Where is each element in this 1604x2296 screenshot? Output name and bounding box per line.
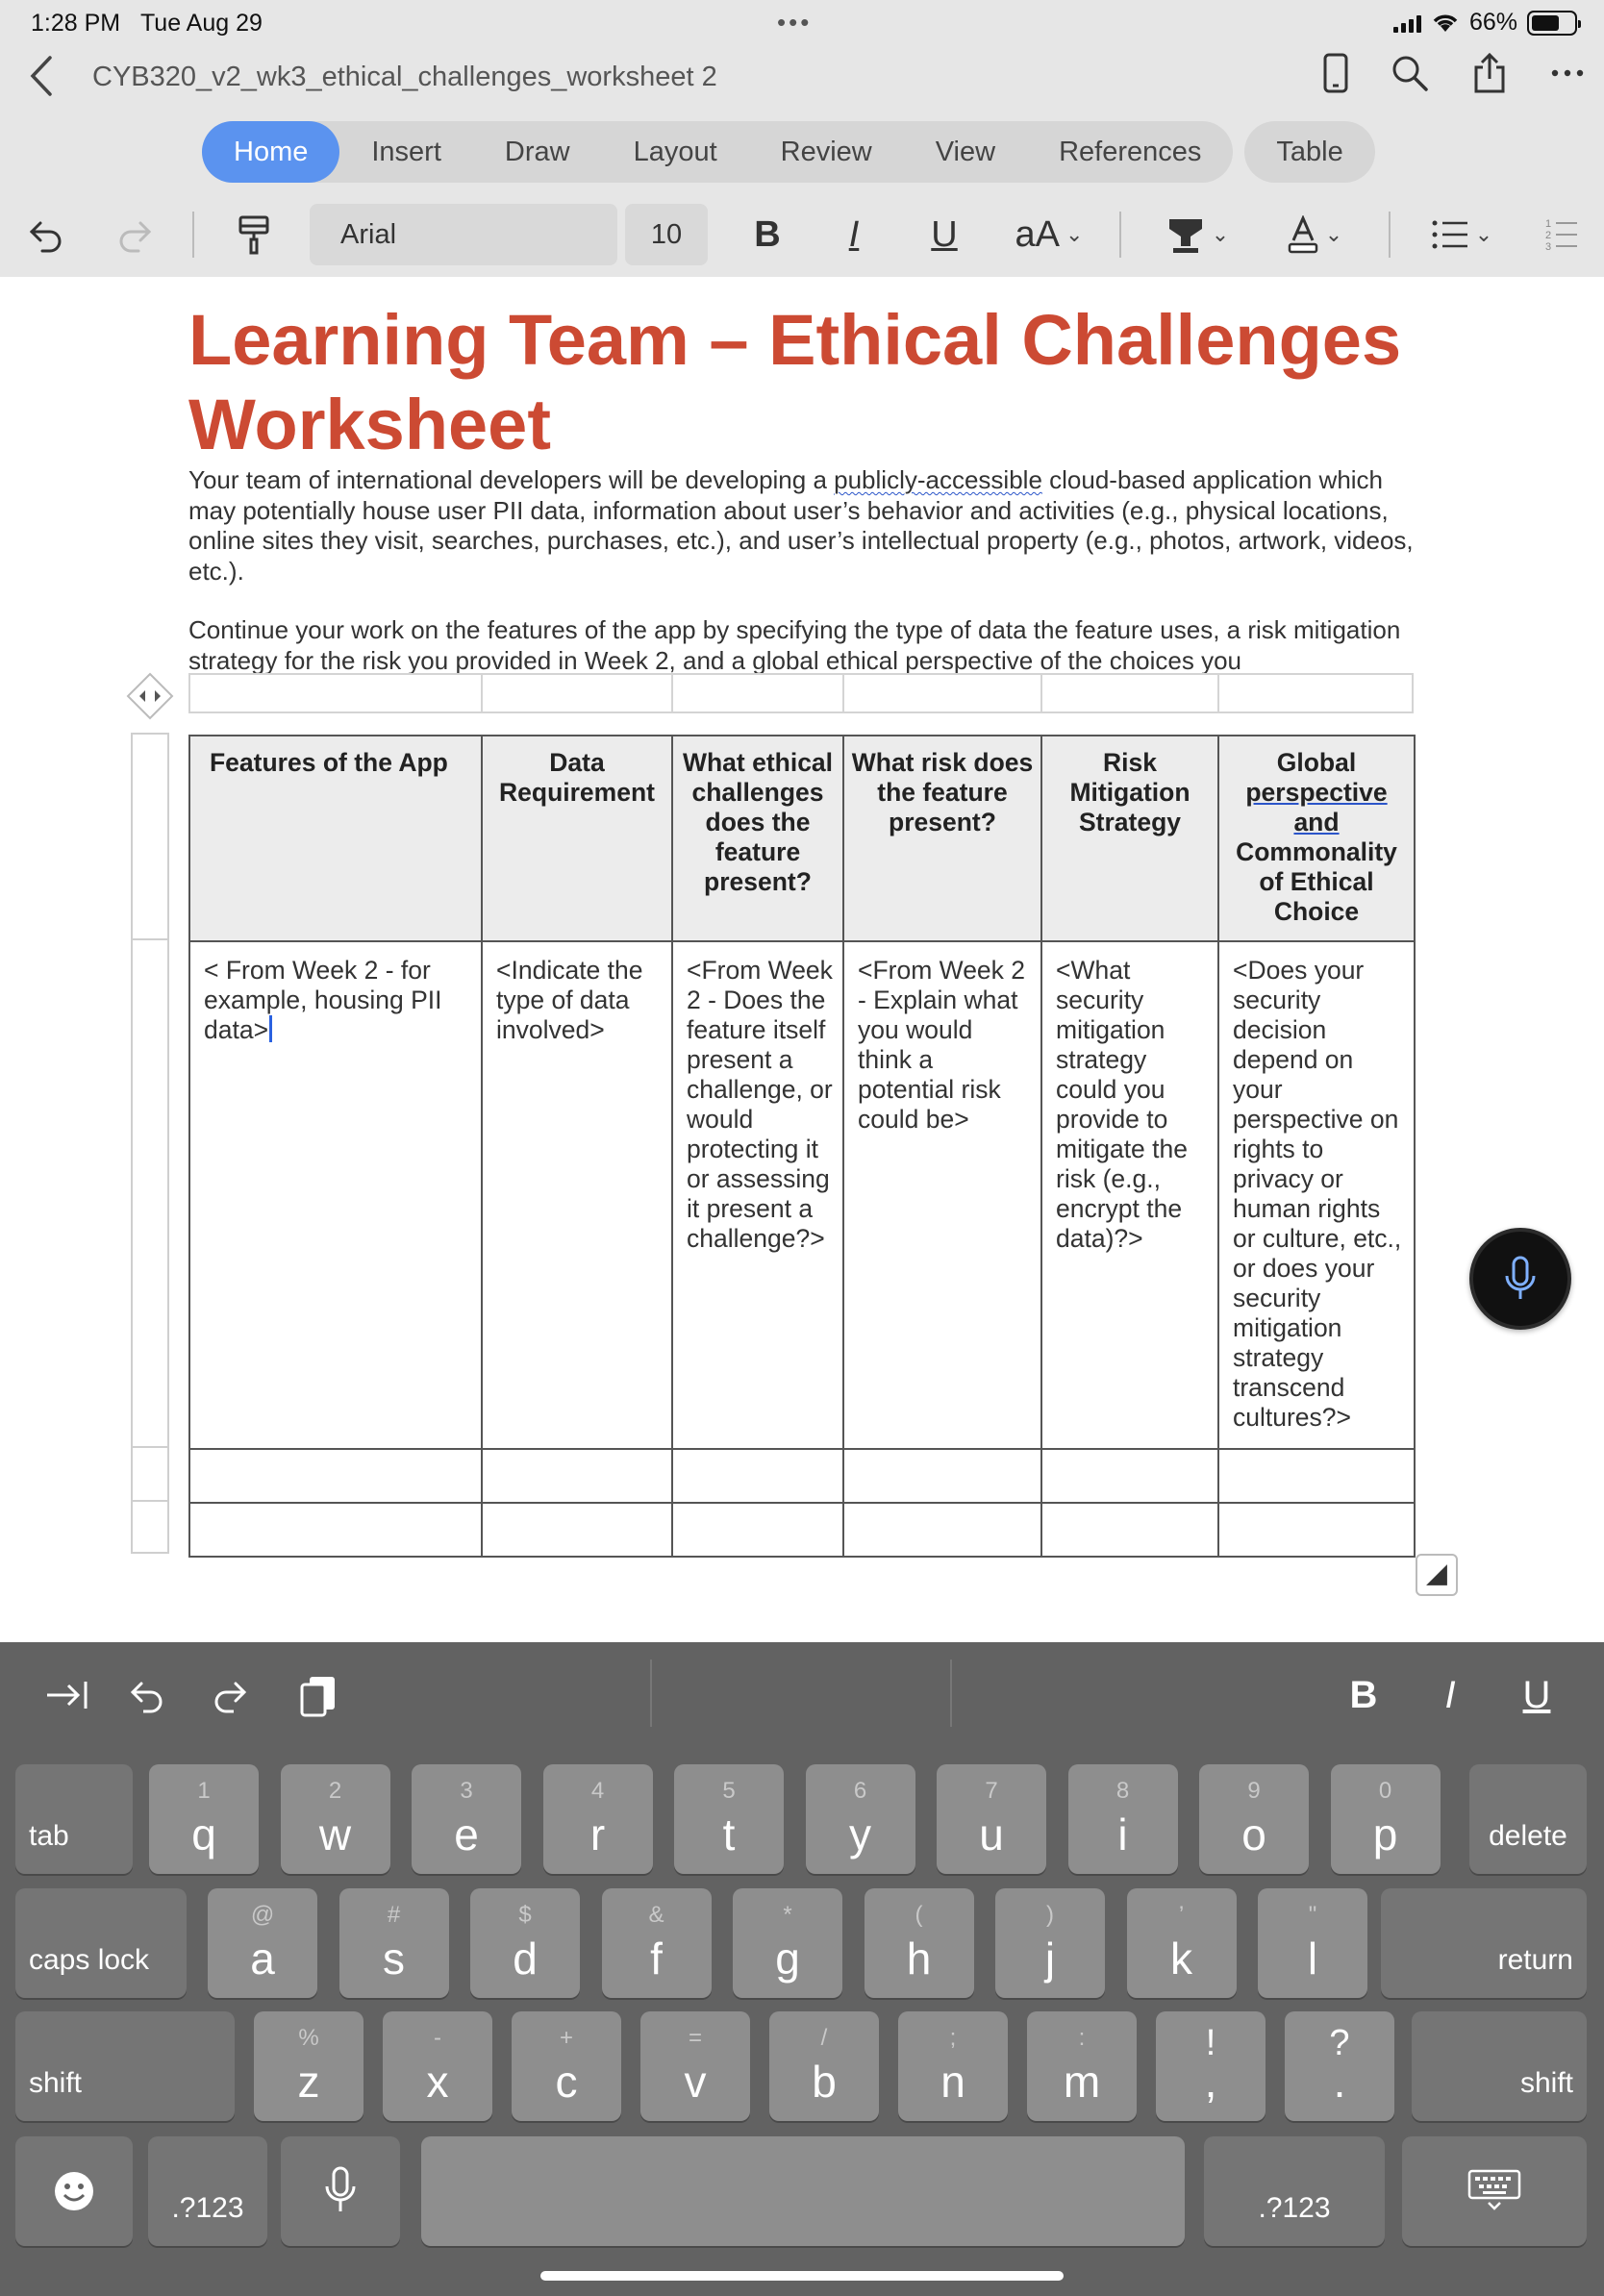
on-screen-keyboard <box>0 1642 1604 2296</box>
back-chevron-icon[interactable] <box>23 52 62 100</box>
undo-icon <box>128 1676 166 1714</box>
home-indicator[interactable] <box>540 2271 1064 2281</box>
key-w[interactable]: 2 w <box>281 1764 390 1874</box>
key-c[interactable]: + c <box>512 2011 621 2121</box>
phone-layout-icon[interactable] <box>1323 53 1348 93</box>
table-cell[interactable] <box>189 1503 482 1557</box>
table-cell-active[interactable]: < From Week 2 - for example, housing PII data> <box>189 941 482 1449</box>
key-comma[interactable]: ! , <box>1156 2011 1266 2121</box>
numbered-list-icon <box>1544 215 1579 254</box>
battery-icon <box>1527 11 1577 36</box>
table-header-cell[interactable]: Global perspective and Commonality of Ethical Choice <box>1218 736 1415 941</box>
tab-home[interactable]: Home <box>202 121 339 183</box>
search-icon[interactable] <box>1391 54 1429 92</box>
bullet-list-icon <box>1431 218 1469 251</box>
clipboard-icon <box>296 1673 340 1717</box>
table-cell[interactable]: <From Week 2 - Does the feature itself present a challenge, or would protecting it or assessing it present a challenge?> <box>672 941 843 1449</box>
battery-percent: 66% <box>1468 9 1517 36</box>
table-header-cell[interactable]: Features of the App <box>189 736 482 941</box>
numbering-button[interactable] <box>1542 200 1581 269</box>
table-cell[interactable]: <What security mitigation strategy could you provide to mitigate the risk (e.g., encrypt the data)?> <box>1041 941 1218 1449</box>
status-date: Tue Aug 29 <box>139 10 263 37</box>
status-bar <box>0 0 1604 46</box>
tab-insert[interactable]: Insert <box>371 137 441 167</box>
key-s[interactable]: # s <box>339 1888 449 1998</box>
table-header-cell[interactable]: What ethical challenges does the feature present? <box>672 736 843 941</box>
document-title[interactable]: CYB320_v2_wk3_ethical_challenges_worksheet 2 <box>92 62 717 92</box>
italic-button[interactable]: I <box>848 213 860 255</box>
table-cell[interactable]: <From Week 2 - Explain what you would think a potential risk could be> <box>843 941 1041 1449</box>
underline-button[interactable]: U <box>931 213 958 255</box>
chevron-down-icon: ⌄ <box>1211 222 1230 246</box>
key-j[interactable]: ) j <box>995 1888 1105 1998</box>
font-size-menu-button[interactable]: aA ⌄ <box>1015 213 1084 255</box>
font-color-icon <box>1287 215 1319 254</box>
emoji-key[interactable] <box>15 2136 133 2246</box>
text-cursor <box>269 1015 272 1042</box>
undo-icon <box>27 215 65 254</box>
chevron-down-icon: ⌄ <box>1324 222 1343 246</box>
app-chrome <box>0 0 1604 277</box>
keyboard-undo-button[interactable] <box>123 1671 171 1719</box>
bullets-button[interactable] <box>1423 200 1500 269</box>
emoji-icon <box>53 2170 95 2212</box>
title-bar <box>0 48 1604 106</box>
instructions-paragraph[interactable]: Continue your work on the features of the app by specifying the type of data the feature uses, a risk mitigation strategy for the risk you provided in Week 2, and a global ethical perspective of the choices you <box>188 615 1401 675</box>
bold-button[interactable]: B <box>754 213 781 255</box>
svg-text:2: 2 <box>1545 230 1552 241</box>
table-cell[interactable] <box>189 1449 482 1503</box>
hide-keyboard-key[interactable] <box>1402 2136 1587 2246</box>
table-header-cell[interactable]: Risk Mitigation Strategy <box>1041 736 1218 941</box>
key-v[interactable]: = v <box>640 2011 750 2121</box>
key-u[interactable]: 7 u <box>937 1764 1046 1874</box>
highlight-color-button[interactable] <box>1154 200 1241 269</box>
table-resize-handle-icon[interactable] <box>1416 1554 1458 1596</box>
svg-text:1: 1 <box>1545 218 1552 230</box>
redo-icon <box>115 215 154 254</box>
svg-text:3: 3 <box>1545 241 1552 253</box>
formatting-toolbar <box>0 200 1604 269</box>
key-a[interactable]: @ a <box>208 1888 317 1998</box>
key-f[interactable]: & f <box>602 1888 712 1998</box>
key-m[interactable]: : m <box>1027 2011 1137 2121</box>
table-cell[interactable] <box>1041 1449 1218 1503</box>
table-cell[interactable] <box>482 1449 672 1503</box>
key-k[interactable]: ’ k <box>1127 1888 1237 1998</box>
format-painter-icon <box>238 214 270 255</box>
dictation-button[interactable] <box>1469 1228 1571 1330</box>
keyboard-redo-button[interactable] <box>206 1671 254 1719</box>
table-cell[interactable]: <Indicate the type of data involved> <box>482 941 672 1449</box>
table-header-cell[interactable]: What risk does the feature present? <box>843 736 1041 941</box>
indent-arrow-icon <box>43 1678 89 1712</box>
keyboard-italic-button[interactable]: I <box>1444 1673 1456 1716</box>
key-d[interactable]: $ d <box>470 1888 580 1998</box>
key-h[interactable]: ( h <box>865 1888 974 1998</box>
space-key[interactable] <box>421 2136 1185 2246</box>
key-l[interactable]: " l <box>1258 1888 1367 1998</box>
tab-layout[interactable]: Layout <box>633 137 717 167</box>
document-canvas[interactable] <box>0 277 1604 1642</box>
tab-draw[interactable]: Draw <box>504 137 570 167</box>
row-selector[interactable] <box>131 938 169 1446</box>
table-cell[interactable] <box>1218 1449 1415 1503</box>
key-r[interactable]: 4 r <box>543 1764 653 1874</box>
chevron-down-icon: ⌄ <box>1065 222 1084 246</box>
tab-table[interactable]: Table <box>1244 121 1374 183</box>
numbers-key[interactable]: .?123 <box>148 2136 267 2246</box>
row-selector[interactable] <box>131 1500 169 1554</box>
left-shift-key[interactable]: shift <box>15 2011 235 2121</box>
right-shift-key[interactable]: shift <box>1412 2011 1587 2121</box>
worksheet-table <box>188 735 1416 1558</box>
microphone-icon <box>1503 1255 1538 1303</box>
cellular-signal-icon <box>1393 13 1421 33</box>
redo-button[interactable] <box>112 200 158 269</box>
table-header-cell[interactable]: Data Requirement <box>482 736 672 941</box>
key-z[interactable]: % z <box>254 2011 363 2121</box>
highlighter-icon <box>1165 215 1206 254</box>
font-size-select[interactable]: 10 <box>625 204 708 265</box>
table-cell[interactable] <box>1041 1503 1218 1557</box>
row-selector[interactable] <box>131 733 169 938</box>
key-b[interactable]: / b <box>769 2011 879 2121</box>
tab-indent-button[interactable] <box>42 1671 90 1719</box>
undo-button[interactable] <box>23 200 69 269</box>
key-p[interactable]: 0 p <box>1331 1764 1441 1874</box>
keyboard-dismiss-icon <box>1467 2169 1521 2211</box>
numbers-key[interactable]: .?123 <box>1204 2136 1385 2246</box>
table-cell[interactable] <box>843 1503 1041 1557</box>
table-cell[interactable] <box>482 1503 672 1557</box>
key-g[interactable]: * g <box>733 1888 842 1998</box>
microphone-icon <box>324 2165 357 2215</box>
key-t[interactable]: 5 t <box>674 1764 784 1874</box>
return-key[interactable]: return <box>1381 1888 1587 1998</box>
keyboard-bold-button[interactable]: B <box>1349 1673 1378 1716</box>
key-y[interactable]: 6 y <box>806 1764 915 1874</box>
key-i[interactable]: 8 i <box>1068 1764 1178 1874</box>
key-e[interactable]: 3 e <box>412 1764 521 1874</box>
keyboard-shortcut-bar <box>0 1642 1604 1748</box>
font-family-select[interactable]: Arial <box>310 204 617 265</box>
share-icon[interactable] <box>1471 52 1508 94</box>
ribbon-tabs <box>202 121 1375 183</box>
tab-references[interactable]: References <box>1059 137 1202 167</box>
document-heading[interactable]: Learning Team – Ethical Challenges Worksheet <box>188 300 1402 464</box>
table-move-handle-icon[interactable] <box>125 671 175 721</box>
row-selector[interactable] <box>131 1446 169 1500</box>
table-cell[interactable] <box>1218 1503 1415 1557</box>
chevron-down-icon: ⌄ <box>1474 222 1493 246</box>
dictation-key[interactable] <box>281 2136 400 2246</box>
key-n[interactable]: ; n <box>898 2011 1008 2121</box>
table-cell[interactable]: <Does your security decision depend on your perspective on rights to privacy or human rights or culture, etc., or does your security mitigation strategy transcend cultures?> <box>1218 941 1415 1449</box>
caps-lock-key[interactable]: caps lock <box>15 1888 187 1998</box>
format-painter-button[interactable] <box>231 200 277 269</box>
key-o[interactable]: 9 o <box>1199 1764 1309 1874</box>
status-time: 1:28 PM <box>31 10 121 37</box>
row-selectors <box>131 733 169 1554</box>
wifi-icon <box>1431 12 1460 34</box>
tab-key[interactable]: tab <box>15 1764 133 1874</box>
more-options-icon[interactable] <box>1550 68 1585 78</box>
redo-icon <box>211 1676 249 1714</box>
keyboard-paste-button[interactable] <box>294 1671 342 1719</box>
font-color-button[interactable] <box>1271 200 1358 269</box>
table-cell[interactable] <box>843 1449 1041 1503</box>
keyboard-underline-button[interactable]: U <box>1522 1673 1551 1716</box>
delete-key[interactable]: delete <box>1469 1764 1587 1874</box>
spellcheck-word[interactable]: publicly-accessible <box>834 465 1042 494</box>
tab-review[interactable]: Review <box>780 137 872 167</box>
key-x[interactable]: - x <box>383 2011 492 2121</box>
key-q[interactable]: 1 q <box>149 1764 259 1874</box>
table-empty-header-row[interactable] <box>188 673 1414 713</box>
tab-view[interactable]: View <box>935 137 996 167</box>
key-period[interactable]: ? . <box>1285 2011 1394 2121</box>
intro-paragraph[interactable]: Your team of international developers will be developing a publicly-accessible cloud-based application which may potentially house user PII data, information about user’s behavior and activities (e.g., physical locations, online sites they visit, searches, purchases, etc.), and user’s intellectual property (e.g., photos, artwork, videos, etc.). <box>188 465 1414 586</box>
table-cell[interactable] <box>672 1503 843 1557</box>
table-cell[interactable] <box>672 1449 843 1503</box>
multitasking-dots-icon[interactable]: ••• <box>777 8 813 37</box>
